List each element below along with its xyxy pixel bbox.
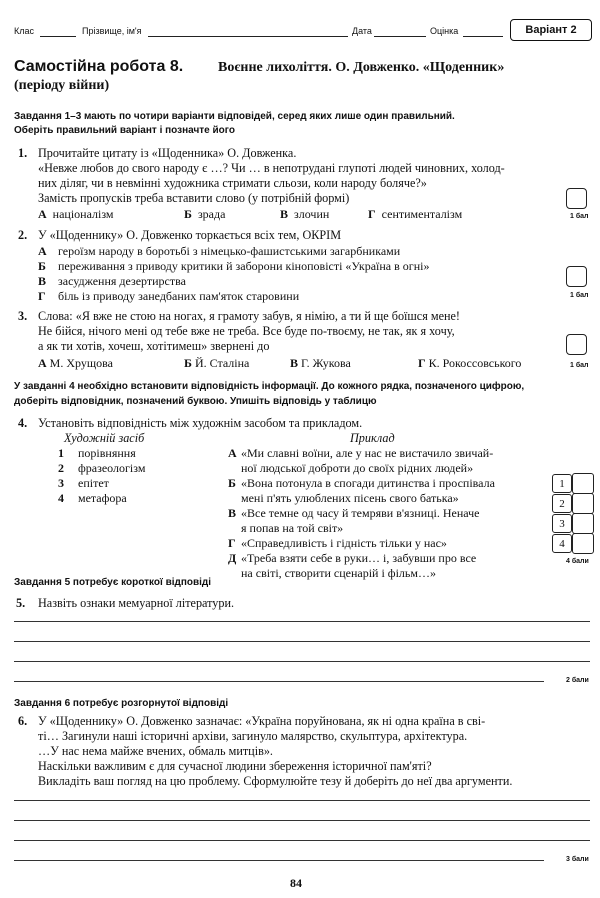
page-subtitle-line2: (періоду війни) [14,78,110,93]
date-label: Дата [352,26,372,36]
q6-line4: Наскільки важливим є для сучасної людини збереження історичної пам'яті? [38,759,432,773]
q3-line1: Слова: «Я вже не стою на ногах, я грамоту забув, я німію, а ти й ще боїшся мене! [38,309,460,323]
q4-left-item-2: 2 фразеологізм [58,461,146,475]
name-label: Прізвище, ім'я [82,26,142,36]
q4-col1-header [64,431,144,446]
q5-answer-line-3[interactable] [14,661,590,662]
q4-right-item-d-cont: на світі, створити сценарій і фільм…» [241,566,436,580]
q6-answer-line-1[interactable] [14,800,590,801]
q4-left-item-4: 4 метафора [58,491,127,505]
variant-badge: Варіант 2 [510,19,592,41]
section1-instruction-line1: Завдання 1–3 мають по чотири варіанти відповідей, серед яких лише один правильний. [14,111,455,122]
q3-number: 3. [18,309,28,323]
q1-option-b[interactable]: Б зрада [184,207,226,221]
q4-right-item-b-cont: мені п'ять улюблених пісень свого батька» [241,491,459,505]
q1-line1: Прочитайте цитату із «Щоденника» О. Довженка. [38,146,297,160]
q6-number: 6. [18,714,28,728]
q3-line3: а як ти хотів, хочеш, хотітимеш» звернені до [38,339,270,353]
q1-answer-box[interactable] [566,188,587,209]
q1-option-v[interactable]: В злочин [280,207,330,221]
q1-line3: них діляг, чи в невмінні художника стримати сльози, коли народу боляче?» [38,176,427,190]
date-field-line[interactable] [374,36,426,37]
q5-line1: Назвіть ознаки мемуарної літератури. [38,596,235,610]
q6-line1: У «Щоденнику» О. Довженко зазначає: «Україна поруйнована, як ні одна країна в сві- [38,714,486,728]
q1-number: 1. [18,146,28,160]
q5-answer-line-2[interactable] [14,641,590,642]
q2-score: 1 бал [570,292,589,299]
q6-answer-line-2[interactable] [14,820,590,821]
q5-answer-line-4[interactable] [14,681,544,682]
grade-field-line[interactable] [463,36,503,37]
q2-answer-box[interactable] [566,266,587,287]
q5-score: 2 бали [566,677,589,684]
q4-col1-header-text: Художній засіб [64,431,145,445]
q4-grid-number-2: 2 [552,494,572,513]
q3-option-g[interactable]: Г К. Рокоссовського [418,356,522,370]
q4-line1: Установіть відповідність між художнім засобом та прикладом. [38,416,363,430]
q1-option-g[interactable]: Г сентименталізм [368,207,463,221]
section4-instruction: Завдання 6 потребує розгорнутої відповіді [14,698,229,709]
q1-option-a[interactable]: А націоналізм [38,207,114,221]
q4-col2-header [350,431,395,446]
q4-col2-header-text: Приклад [350,431,395,445]
q6-line5: Викладіть ваш погляд на цю проблему. Сформулюйте тезу й доберіть до неї два аргументи. [38,774,513,788]
q1-line2: «Невже любов до свого народу є …? Чи … в непотрудані глупоті людей чиновних, холод- [38,161,505,175]
q6-line2: ті… Загинули наші історичні архіви, загинуло малярство, скульптура, архітектура. [38,729,468,743]
q4-right-item-a-cont: ної людської доброти до своїх рідних людей» [241,461,474,475]
q4-left-item-1: 1 порівняння [58,446,136,460]
q6-answer-line-4[interactable] [14,860,544,861]
q3-option-b[interactable]: Б Й. Сталіна [184,356,250,370]
q3-line2: Не бійся, нічого мені од тебе вже не треба. Все буде по-твоєму, не так, як я хочу, [38,324,455,338]
q5-answer-line-1[interactable] [14,621,590,622]
section2-instruction-line2: доберіть відповідник, позначений буквою. Упишіть відповідь у таблицю [14,396,377,407]
q4-right-item-a: А «Ми славні воїни, але у нас не вистачило звичай- [228,446,494,460]
q6-score: 3 бали [566,856,589,863]
q3-option-a[interactable]: А М. Хрущова [38,356,113,370]
section3-instruction: Завдання 5 потребує короткої відповіді [14,577,212,588]
class-field-line[interactable] [40,36,76,37]
q2-number: 2. [18,228,28,242]
q2-line1: У «Щоденнику» О. Довженко торкається всіх тем, ОКРІМ [38,228,342,242]
q1-score: 1 бал [570,213,589,220]
q4-grid-number-4: 4 [552,534,572,553]
q4-grid-number-3: 3 [552,514,572,533]
section1-instruction-line2: Оберіть правильний варіант і позначте його [14,125,235,136]
q1-line4: Замість пропусків треба вставити слово (у потрібній формі) [38,191,350,205]
q4-score: 4 бали [566,558,589,565]
q3-answer-box[interactable] [566,334,587,355]
q2-option-g[interactable]: Г біль із приводу занедбаних пам'яток старовини [38,289,300,303]
q4-right-item-v-cont: я попав на той світ» [241,521,344,535]
q3-option-v[interactable]: В Г. Жукова [290,356,351,370]
q4-right-item-v: В «Все темне од часу й темряви в'язниці. Неначе [228,506,480,520]
section2-instruction-line1: У завданні 4 необхідно встановити відповідність інформації. До кожного рядка, позначеного цифрою, [14,381,525,392]
page-title: Самостійна робота 8. [14,58,184,75]
q4-grid-number-1: 1 [552,474,572,493]
q3-score: 1 бал [570,362,589,369]
q4-right-item-d: Д «Треба взяти себе в руки… і, забувши про все [228,551,477,565]
grade-label: Оцінка [430,26,459,36]
q4-right-item-g: Г «Справедливість і гідність тільки у нас» [228,536,447,550]
q2-option-v[interactable]: В засудження дезертирства [38,274,186,288]
q2-option-b[interactable]: Б переживання з приводу критики й заборони кіноповісті «Україна в огні» [38,259,430,273]
q5-number: 5. [16,596,26,610]
page-number: 84 [290,876,302,890]
page-subtitle-line1: Воєнне лихоліття. О. Довженко. «Щоденник» [218,60,505,75]
name-field-line[interactable] [148,36,348,37]
q4-left-item-3: 3 епітет [58,476,109,490]
q4-grid-cell-3[interactable] [572,513,594,534]
q4-grid-cell-1[interactable] [572,473,594,494]
q4-right-item-b: Б «Вона потонула в спогади дитинства і проспівала [228,476,495,490]
q2-option-a[interactable]: А героїзм народу в боротьбі з німецько-фашистськими загарбниками [38,244,401,258]
q6-line3: …У нас нема майже вчених, обмаль митців». [38,744,273,758]
q6-answer-line-3[interactable] [14,840,590,841]
q4-number: 4. [18,416,28,430]
class-label: Клас [14,26,34,36]
q4-grid-cell-2[interactable] [572,493,594,514]
q4-grid-cell-4[interactable] [572,533,594,554]
